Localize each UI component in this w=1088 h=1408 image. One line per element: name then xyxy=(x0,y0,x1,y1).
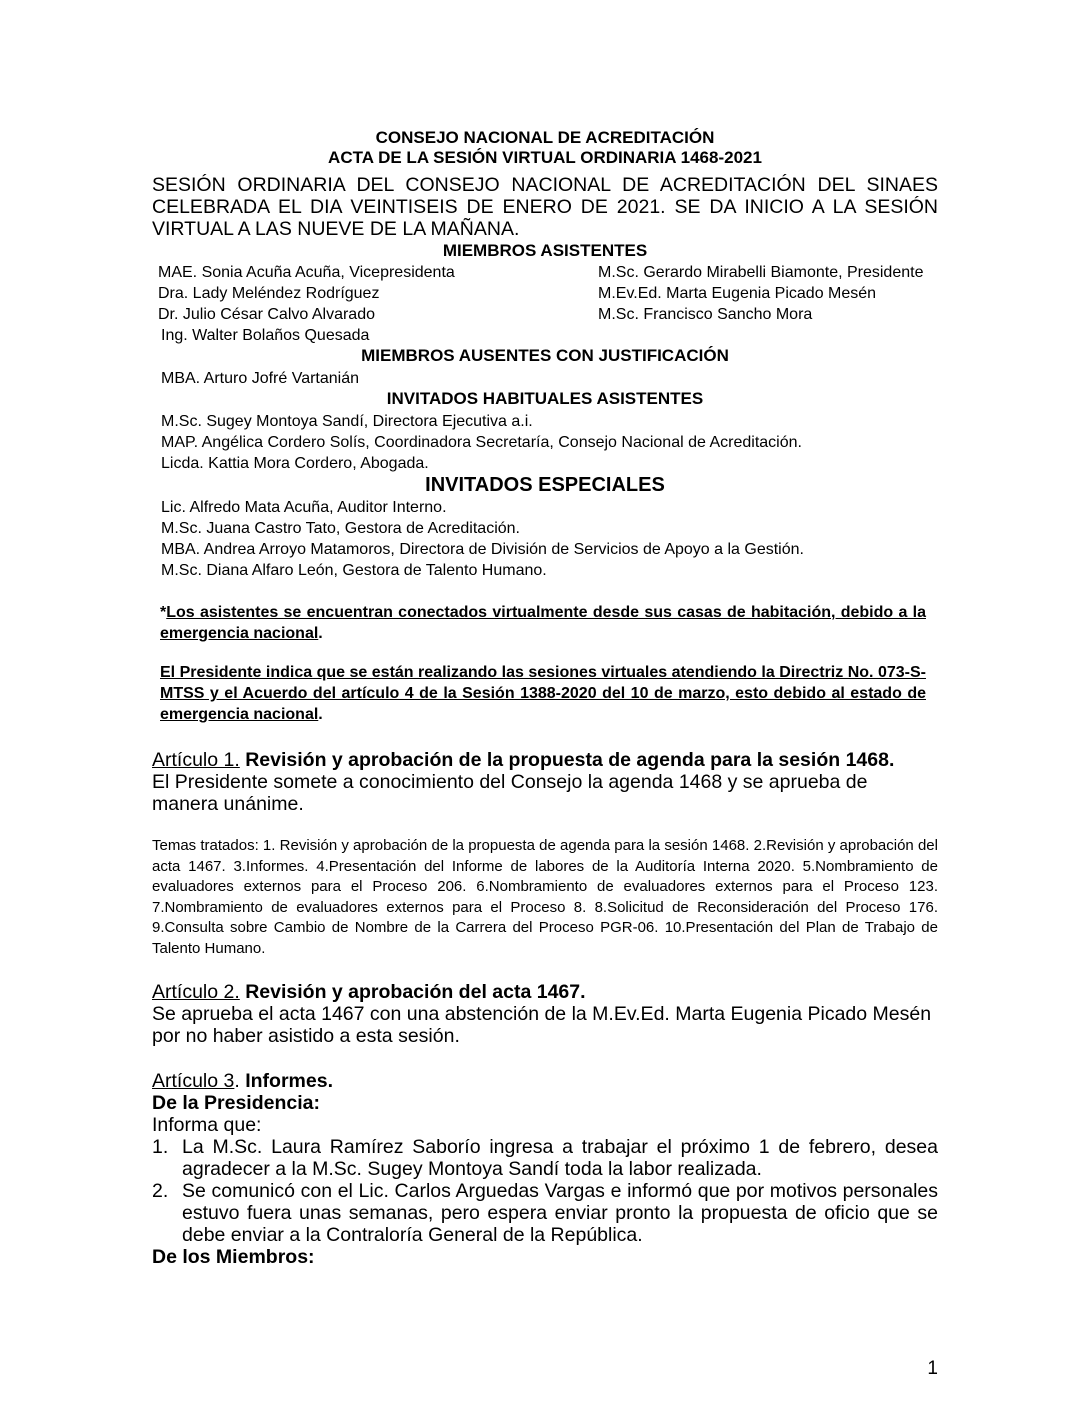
guest: MAP. Angélica Cordero Solís, Coordinadora Secretaría, Consejo Nacional de Acreditación. xyxy=(161,434,802,451)
virtual-attendance-note: *Los asistentes se encuentran conectados virtualmente desde sus casas de habitación, debido a la emergencia nacional. xyxy=(160,604,926,642)
article-2-body: Se aprueba el acta 1467 con una abstención de la M.Ev.Ed. Marta Eugenia Picado Mesén por no haber asistido a esta sesión. xyxy=(152,1003,932,1047)
special-guest: M.Sc. Juana Castro Tato, Gestora de Acreditación. xyxy=(161,520,520,537)
presidency-reports xyxy=(152,1136,938,1246)
article-label: Artículo 3 xyxy=(152,1070,235,1092)
special-guest: Lic. Alfredo Mata Acuña, Auditor Interno. xyxy=(161,499,447,516)
presidency-subheading: De la Presidencia: xyxy=(152,1092,320,1114)
attendees-heading: MIEMBROS ASISTENTES xyxy=(442,241,648,260)
special-guests-list xyxy=(161,497,804,581)
guest: Licda. Kattia Mora Cordero, Abogada. xyxy=(161,455,429,472)
attendee: M.Sc. Gerardo Mirabelli Biamonte, Presidente xyxy=(598,264,924,281)
absent-heading: MIEMBROS AUSENTES CON JUSTIFICACIÓN xyxy=(361,346,729,365)
session-title: ACTA DE LA SESIÓN VIRTUAL ORDINARIA 1468-2021 xyxy=(328,148,762,167)
absent-member: MBA. Arturo Jofré Vartanián xyxy=(161,370,360,387)
special-guests-heading: INVITADOS ESPECIALES xyxy=(425,474,665,496)
special-guest: M.Sc. Diana Alfaro León, Gestora de Talento Humano. xyxy=(161,562,547,579)
special-guest: MBA. Andrea Arroyo Matamoros, Directora de División de Servicios de Apoyo a la Gestión. xyxy=(161,541,804,558)
directive-note: El Presidente indica que se están realizando las sesiones virtuales atendiendo la Directriz No. 073-S-MTSS y el Acuerdo del artículo 4 de la Sesión 1388-2020 del 10 de marzo, esto debido al estado de emergencia nacional. xyxy=(160,664,926,723)
article-2-heading xyxy=(152,981,938,1003)
page-number: 1 xyxy=(927,1358,938,1379)
topics-list: Temas tratados: 1. Revisión y aprobación de la propuesta de agenda para la sesión 1468. 2.Revisión y aprobación del acta 1467. 3.Informes. 4.Presentación del Informe de labores de la Auditoría Interna 2020. 5.Nombramiento de evaluadores externos para el Proceso 206. 6.Nombramiento de evaluadores externos para el Proceso 123. 7.Nombramiento de evaluadores externos para el Proceso 8. 8.Solicitud de Reconsideración del Proceso 176. 9.Consulta sobre Cambio de Nombre de la Carrera del Proceso PGR-06. 10.Presentación del Plan de Trabajo de Talento Humano. xyxy=(152,837,938,957)
attendees-right-column xyxy=(598,262,923,325)
informs-label: Informa que: xyxy=(152,1114,262,1136)
list-item: 2. Se comunicó con el Lic. Carlos Arguedas Vargas e informó que por motivos personales estuvo fuera unas semanas, pero espera enviar pronto la propuesta de oficio que se debe enviar a la Contraloría General de la República. xyxy=(152,1180,938,1246)
article-title: Revisión y aprobación del acta 1467. xyxy=(239,981,586,1003)
attendee: Dr. Julio César Calvo Alvarado xyxy=(158,306,375,323)
article-1-heading xyxy=(152,749,938,771)
article-label: Artículo 1. xyxy=(152,749,240,771)
article-title: Informes. xyxy=(239,1070,333,1092)
attendee: M.Ev.Ed. Marta Eugenia Picado Mesén xyxy=(598,285,877,302)
guests-list xyxy=(161,411,802,474)
absent-list xyxy=(161,368,359,389)
members-subheading: De los Miembros: xyxy=(152,1246,315,1268)
guests-heading: INVITADOS HABITUALES ASISTENTES xyxy=(386,389,704,408)
attendees-left-column xyxy=(158,262,455,346)
attendee: MAE. Sonia Acuña Acuña, Vicepresidenta xyxy=(158,264,455,281)
attendee: Dra. Lady Meléndez Rodríguez xyxy=(158,285,380,302)
note-text: Los asistentes se encuentran conectados virtualmente desde sus casas de habitación, debido a la emergencia nacional xyxy=(160,604,926,642)
document-title xyxy=(152,128,938,168)
list-item: 1. La M.Sc. Laura Ramírez Saborío ingresa a trabajar el próximo 1 de febrero, desea agradecer a la M.Sc. Sugey Montoya Sandí toda la labor realizada. xyxy=(152,1136,938,1180)
council-title: CONSEJO NACIONAL DE ACREDITACIÓN xyxy=(375,128,715,147)
attendee: Ing. Walter Bolaños Quesada xyxy=(161,327,370,344)
article-label: Artículo 2. xyxy=(152,981,240,1003)
attendee: M.Sc. Francisco Sancho Mora xyxy=(598,306,813,323)
session-intro: SESIÓN ORDINARIA DEL CONSEJO NACIONAL DE ACREDITACIÓN DEL SINAES CELEBRADA EL DIA VEINTISEIS DE ENERO DE 2021. SE DA INICIO A LA SESIÓN VIRTUAL A LAS NUEVE DE LA MAÑANA. xyxy=(152,174,938,240)
article-1-body: El Presidente somete a conocimiento del Consejo la agenda 1468 y se aprueba de manera unánime. xyxy=(152,771,868,815)
article-title: Revisión y aprobación de la propuesta de agenda para la sesión 1468. xyxy=(239,749,895,771)
article-3-heading: Artículo 3. Informes. xyxy=(152,1070,333,1092)
note-text: El Presidente indica que se están realizando las sesiones virtuales atendiendo la Directriz No. 073-S-MTSS y el Acuerdo del artículo 4 de la Sesión 1388-2020 del 10 de marzo, esto debido al estado de emergencia nacional xyxy=(160,664,926,723)
guest: M.Sc. Sugey Montoya Sandí, Directora Ejecutiva a.i. xyxy=(161,413,533,430)
